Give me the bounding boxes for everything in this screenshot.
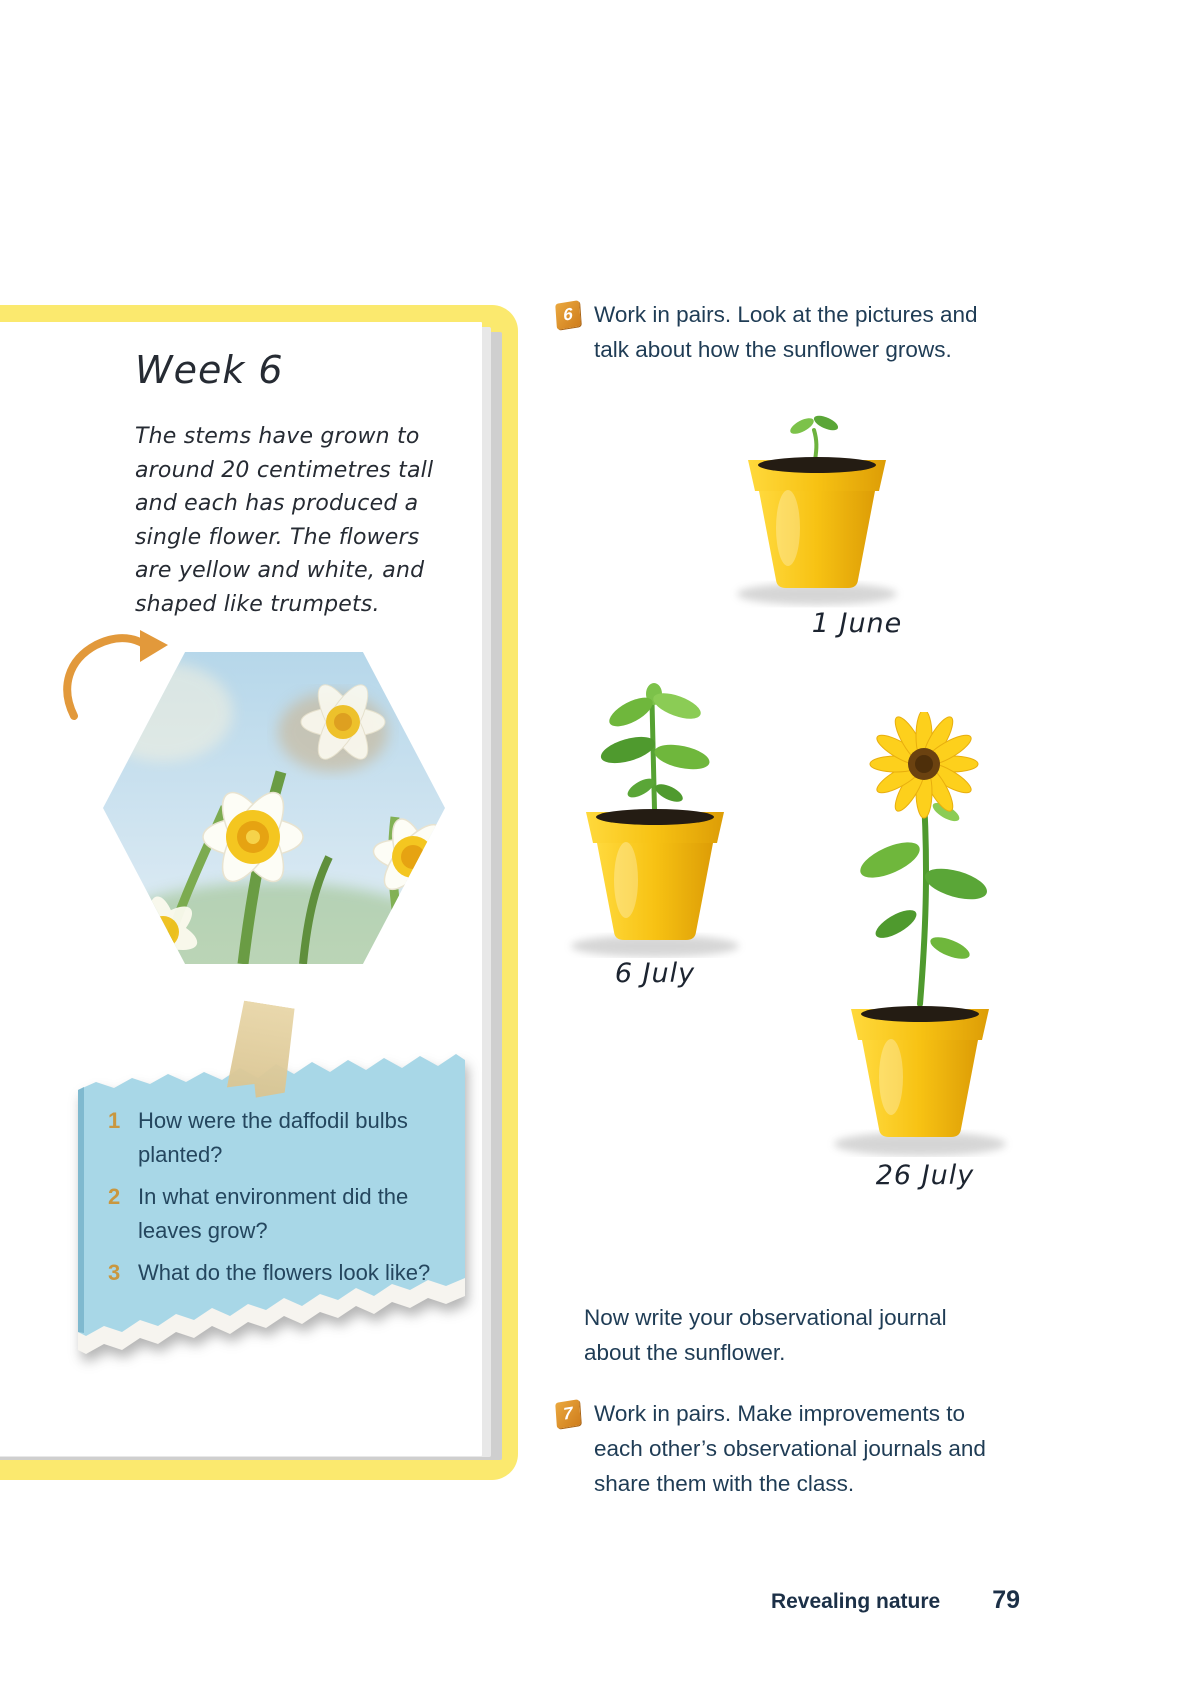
sunflower-seedling-image [555, 658, 755, 958]
exercise-instruction: Work in pairs. Make improvements to each other’s observational journals and share them with the class. [594, 1401, 986, 1496]
exercise-7 [556, 1396, 1016, 1501]
stage-date-label: 1 June [811, 608, 903, 639]
question-number: 3 [108, 1260, 121, 1285]
question-number: 1 [108, 1108, 121, 1133]
footer-page-number: 79 [992, 1586, 1020, 1614]
exercise-number-badge: 6 [555, 300, 581, 330]
sunflower-sprout-image [722, 396, 912, 611]
journal-week-title: Week 6 [135, 348, 284, 392]
footer-section-label: Revealing nature [770, 1590, 941, 1613]
note-question [108, 1256, 453, 1290]
question-text: In what environment did the leaves grow? [138, 1184, 409, 1243]
exercise-instruction: Work in pairs. Look at the pictures and talk about how the sunflower grows. [594, 302, 978, 362]
stage-date-label: 26 July [875, 1160, 975, 1191]
question-text: How were the daffodil bulbs planted? [138, 1108, 408, 1167]
stage-date-label: 6 July [614, 958, 696, 989]
sunflower-blooming-image [820, 712, 1020, 1157]
note-questions-list [108, 1104, 453, 1298]
exercise-6 [556, 297, 1011, 367]
exercise-number-badge: 7 [555, 1399, 581, 1429]
question-number: 2 [108, 1184, 121, 1209]
note-question [108, 1180, 453, 1248]
page-footer [620, 1586, 1020, 1615]
write-journal-prompt: Now write your observational journal about the sunflower. [584, 1305, 947, 1365]
journal-entry-text: The stems have grown to around 20 centimetres tall and each has produced a single flower. The flowers are yellow and white, and shaped like trumpets. [135, 424, 434, 617]
question-text: What do the flowers look like? [138, 1260, 431, 1285]
note-question [108, 1104, 453, 1172]
